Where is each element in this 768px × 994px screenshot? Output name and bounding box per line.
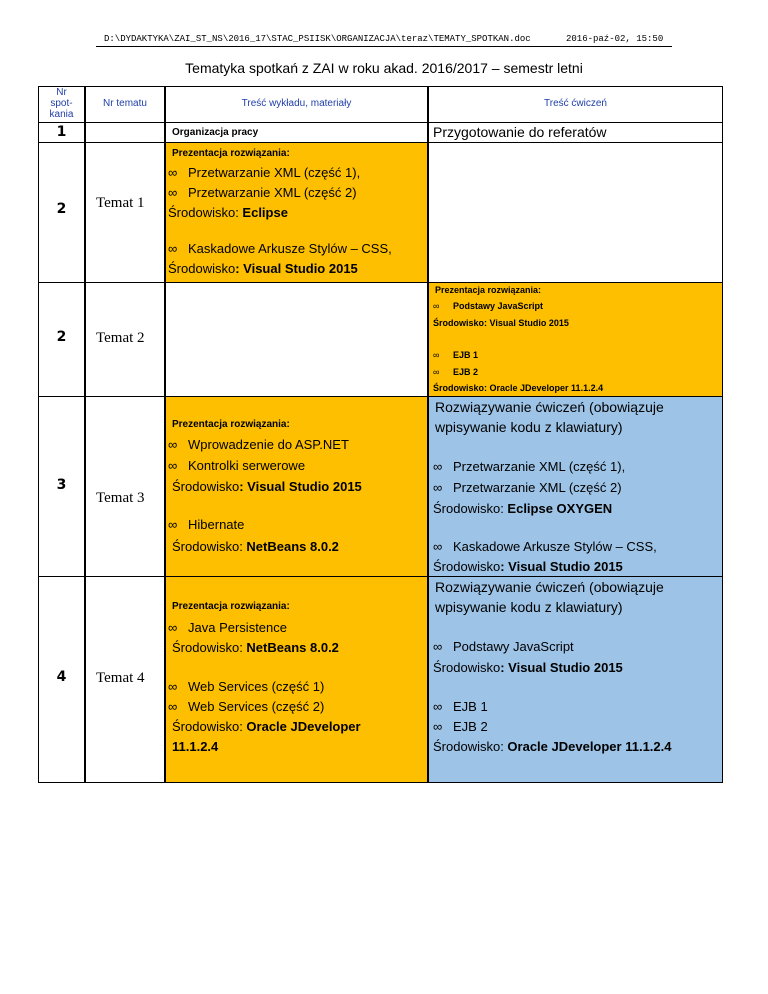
row1-cwiczenia: Przygotowanie do referatów — [428, 122, 723, 143]
document-path: D:\DYDAKTYKA\ZAI_ST_NS\2016_17\STAC_PSIISK\ORGANIZACJA\teraz\TEMATY_SPOTKAN.doc — [104, 34, 531, 44]
row3-wyklad — [165, 282, 428, 397]
infinity-bullet-icon: ∞ — [433, 699, 443, 714]
environment-line: Środowisko: Oracle JDeveloper 11.1.2.4 — [433, 739, 672, 754]
row5-wyklad: Prezentacja rozwiązania: ∞ Java Persistence Środowisko: NetBeans 8.0.2 ∞ Web Services (część 1) ∞ Web Services (część 2) Środowisko: Oracle JDeveloper 11.1.2.4 — [165, 576, 428, 783]
list-item: ∞ Java Persistence — [168, 620, 287, 635]
row3-temat: Temat 2 — [85, 282, 165, 397]
row1-temat — [85, 122, 165, 143]
list-item: ∞ Web Services (część 1) — [168, 679, 325, 694]
list-item: ∞ Podstawy JavaScript — [433, 639, 574, 654]
list-item: ∞ Hibernate — [168, 517, 245, 532]
document-datetime: 2016-paź-02, 15:50 — [566, 34, 664, 44]
row2-wyklad: Prezentacja rozwiązania: ∞ Przetwarzanie XML (część 1), ∞ Przetwarzanie XML (część 2) Środowisko: Eclipse ∞ Kaskadowe Arkusze Stylów – CSS, Środowisko: Visual Studio 2015 — [165, 142, 428, 283]
row4-temat: Temat 3 — [85, 396, 165, 577]
infinity-bullet-icon: ∞ — [433, 639, 443, 654]
list-item: ∞ Przetwarzanie XML (część 1), — [168, 165, 361, 180]
environment-line: Środowisko: Eclipse — [168, 205, 288, 220]
infinity-bullet-icon: ∞ — [433, 350, 440, 360]
list-item: ∞ Przetwarzanie XML (część 2) — [433, 480, 622, 495]
header-nr-spotkania: Nr spot- kania — [38, 86, 85, 123]
infinity-bullet-icon: ∞ — [433, 459, 443, 474]
list-item: ∞ Przetwarzanie XML (część 2) — [168, 185, 357, 200]
header-nr-tematu: Nr tematu — [85, 86, 165, 123]
row2-temat: Temat 1 — [85, 142, 165, 283]
infinity-bullet-icon: ∞ — [168, 458, 178, 473]
row3-cwiczenia: Prezentacja rozwiązania: ∞ Podstawy JavaScript Środowisko: Visual Studio 2015 ∞ EJB 1 ∞ EJB 2 Środowisko: Oracle JDeveloper 11.1.2.4 — [428, 282, 723, 397]
row1-nr: 1 — [38, 122, 85, 143]
environment-line: Środowisko: Visual Studio 2015 — [168, 261, 358, 276]
environment-line: Środowisko: Eclipse OXYGEN — [433, 501, 613, 516]
infinity-bullet-icon: ∞ — [168, 437, 178, 452]
row1-wyklad: Organizacja pracy — [165, 122, 428, 143]
environment-line: Środowisko: Visual Studio 2015 — [433, 559, 623, 574]
row2-cwiczenia — [428, 142, 723, 283]
list-item: ∞ Wprowadzenie do ASP.NET — [168, 437, 349, 452]
infinity-bullet-icon: ∞ — [168, 185, 178, 200]
infinity-bullet-icon: ∞ — [433, 480, 443, 495]
infinity-bullet-icon: ∞ — [168, 241, 178, 256]
row4-nr: 3 — [38, 396, 85, 577]
environment-line: Środowisko: NetBeans 8.0.2 — [172, 640, 339, 655]
row3-nr: 2 — [38, 282, 85, 397]
header-cwiczenia: Treść ćwiczeń — [428, 86, 723, 123]
list-item: ∞ EJB 1 — [433, 350, 479, 360]
page-title: Tematyka spotkań z ZAI w roku akad. 2016/2017 – semestr letni — [185, 60, 583, 76]
infinity-bullet-icon: ∞ — [168, 165, 178, 180]
row4-cwiczenia: Rozwiązywanie ćwiczeń (obowiązuje wpisywanie kodu z klawiatury) ∞ Przetwarzanie XML (część 1), ∞ Przetwarzanie XML (część 2) Środowisko: Eclipse OXYGEN ∞ Kaskadowe Arkusze Stylów – CSS, Środowisko: Visual Studio 2015 — [428, 396, 723, 577]
environment-line: Środowisko: Oracle JDeveloper 11.1.2.4 — [433, 383, 604, 393]
environment-line: Środowisko: Visual Studio 2015 — [433, 318, 569, 328]
infinity-bullet-icon: ∞ — [433, 367, 440, 377]
header-rule — [96, 46, 672, 47]
row5-cwiczenia: Rozwiązywanie ćwiczeń (obowiązuje wpisywanie kodu z klawiatury) ∞ Podstawy JavaScript Środowisko: Visual Studio 2015 ∞ EJB 1 ∞ EJB 2 Środowisko: Oracle JDeveloper 11.1.2.4 — [428, 576, 723, 783]
list-item: ∞ Web Services (część 2) — [168, 699, 325, 714]
row5-temat: Temat 4 — [85, 576, 165, 783]
row5-nr: 4 — [38, 576, 85, 783]
infinity-bullet-icon: ∞ — [433, 301, 440, 311]
infinity-bullet-icon: ∞ — [168, 699, 178, 714]
list-item: ∞ Kaskadowe Arkusze Stylów – CSS, — [168, 241, 392, 256]
list-item: ∞ EJB 2 — [433, 719, 488, 734]
row4-wyklad: Prezentacja rozwiązania: ∞ Wprowadzenie do ASP.NET ∞ Kontrolki serwerowe Środowisko: Visual Studio 2015 ∞ Hibernate Środowisko: NetBeans 8.0.2 — [165, 396, 428, 577]
list-item: ∞ Przetwarzanie XML (część 1), — [433, 459, 626, 474]
environment-line: Środowisko: NetBeans 8.0.2 — [172, 539, 339, 554]
infinity-bullet-icon: ∞ — [168, 620, 178, 635]
row2-nr: 2 — [38, 142, 85, 283]
infinity-bullet-icon: ∞ — [433, 719, 443, 734]
environment-line: Środowisko: Visual Studio 2015 — [172, 479, 362, 494]
list-item: ∞ Kontrolki serwerowe — [168, 458, 306, 473]
infinity-bullet-icon: ∞ — [433, 539, 443, 554]
list-item: ∞ Kaskadowe Arkusze Stylów – CSS, — [433, 539, 657, 554]
infinity-bullet-icon: ∞ — [168, 517, 178, 532]
list-item: ∞ Podstawy JavaScript — [433, 301, 544, 311]
header-wyklad: Treść wykładu, materiały — [165, 86, 428, 123]
list-item: ∞ EJB 1 — [433, 699, 488, 714]
environment-line: Środowisko: Visual Studio 2015 — [433, 660, 623, 675]
environment-line: Środowisko: Oracle JDeveloper — [172, 719, 361, 734]
list-item: ∞ EJB 2 — [433, 367, 479, 377]
infinity-bullet-icon: ∞ — [168, 679, 178, 694]
